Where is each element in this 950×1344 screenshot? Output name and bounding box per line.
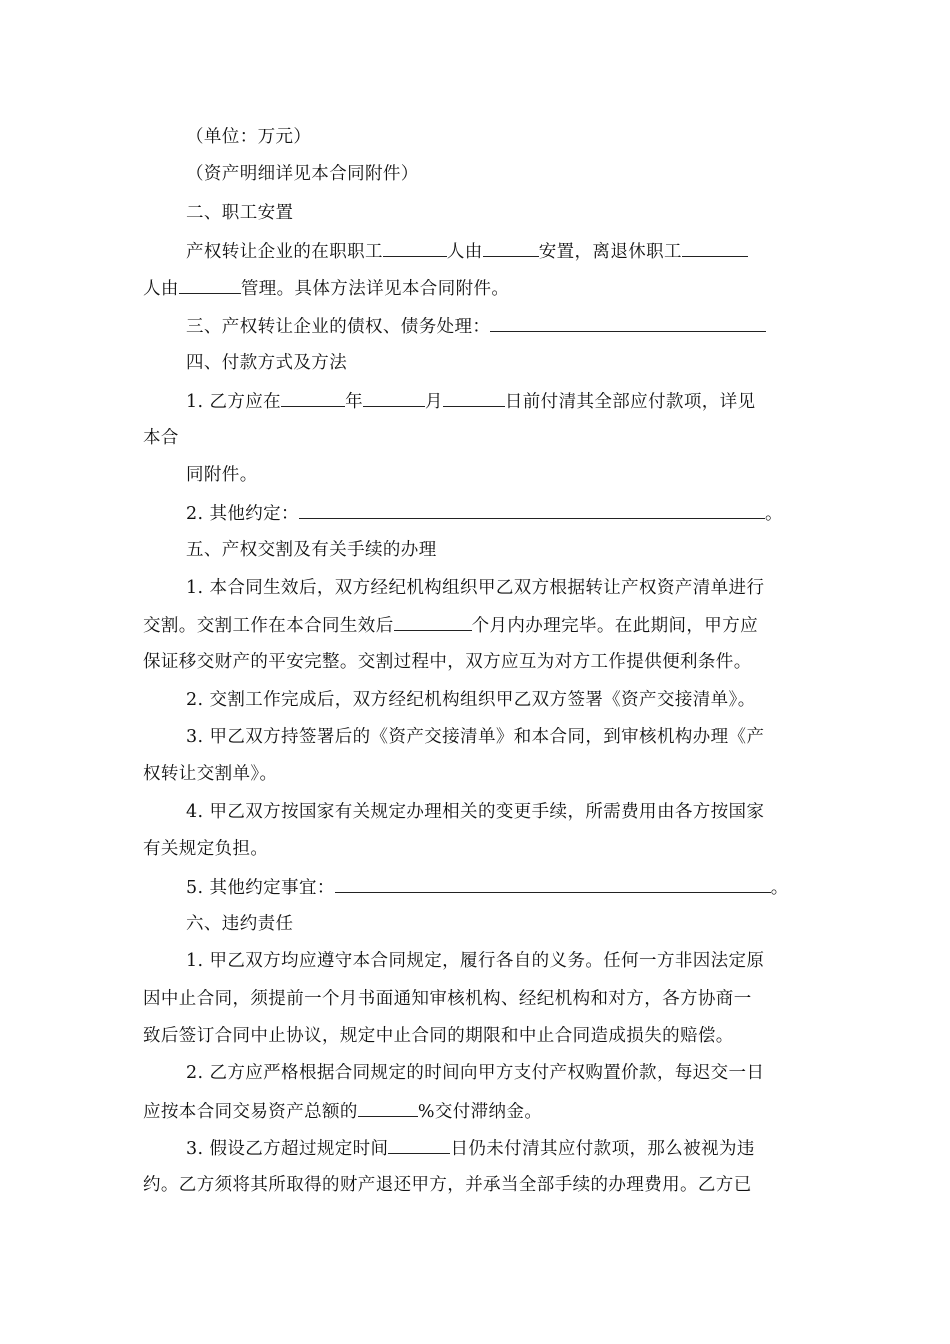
text-segment: 年	[345, 392, 363, 412]
fill-blank	[490, 313, 766, 332]
text-segment: 。	[764, 504, 783, 524]
fill-blank	[682, 238, 748, 257]
text-segment: 。	[770, 878, 789, 898]
section6-item1-line2: 因中止合同，须提前一个月书面通知审核机构、经纪机构和对方，各方协商一	[143, 989, 752, 1009]
section5-item2: 2. 交割工作完成后，双方经纪机构组织甲乙双方签署《资产交接清单》。	[186, 690, 756, 710]
fill-blank	[443, 388, 505, 407]
text-segment: 三、产权转让企业的债权、债务处理：	[186, 317, 491, 337]
text-segment: 3. 假设乙方超过规定时间	[186, 1139, 389, 1159]
fill-blank	[281, 388, 345, 407]
fill-blank	[358, 1098, 418, 1117]
section6-item3-line1	[186, 1135, 755, 1162]
text-segment: 日前付清其全部应付款项，详见	[504, 392, 756, 412]
section2-paragraph-line2	[143, 275, 509, 302]
text-segment: 交割。交割工作在本合同生效后	[143, 616, 394, 636]
section5-item1-line2	[143, 612, 758, 639]
fill-blank	[483, 238, 539, 257]
fill-blank	[363, 388, 425, 407]
text-segment: 管理。具体方法详见本合同附件。	[240, 279, 510, 299]
section6-item1-line1: 1. 甲乙双方均应遵守本合同规定，履行各自的义务。任何一方非因法定原	[186, 951, 765, 971]
fill-blank	[383, 238, 447, 257]
text-segment: 安置，离退休职工	[538, 242, 682, 262]
section4-item1-line2: 本合	[143, 428, 179, 448]
section2-paragraph-line1	[186, 238, 748, 265]
section3-line	[186, 313, 766, 340]
text-segment: 5. 其他约定事宜：	[186, 878, 335, 898]
text-segment: 月	[424, 392, 443, 412]
text-segment: 个月内办理完毕。在此期间，甲方应	[471, 616, 759, 636]
section5-item3-line2: 权转让交割单》。	[143, 764, 278, 784]
fill-blank	[299, 500, 765, 519]
text-segment: %交付滞纳金。	[417, 1102, 543, 1122]
text-segment: 人由	[446, 242, 483, 262]
section5-item4-line2: 有关规定负担。	[143, 839, 269, 859]
fill-blank	[394, 612, 472, 631]
section5-item1-line1: 1. 本合同生效后，双方经纪机构组织甲乙双方根据转让产权资产清单进行	[186, 578, 765, 598]
assets-note: （资产明细详见本合同附件）	[186, 164, 419, 184]
fill-blank	[388, 1135, 450, 1154]
section5-item5	[186, 874, 789, 901]
section2-heading: 二、职工安置	[186, 203, 294, 223]
section5-item3-line1: 3. 甲乙双方持签署后的《资产交接清单》和本合同，到审核机构办理《产	[186, 727, 765, 747]
text-segment: 应按本合同交易资产总额的	[143, 1102, 358, 1122]
section6-item3-line2: 约。乙方须将其所取得的财产退还甲方，并承当全部手续的办理费用。乙方已	[143, 1175, 752, 1195]
fill-blank	[179, 275, 241, 294]
section6-heading: 六、违约责任	[186, 914, 294, 934]
text-segment: 1. 乙方应在	[186, 392, 282, 412]
section4-item2	[186, 500, 783, 527]
text-segment: 人由	[143, 279, 179, 299]
section4-heading: 四、付款方式及方法	[186, 353, 348, 373]
unit-note: （单位：万元）	[186, 127, 312, 147]
section6-item2-line2	[143, 1098, 542, 1125]
section4-item1-line1	[186, 388, 755, 415]
text-segment: 2. 其他约定：	[186, 504, 299, 524]
fill-blank	[335, 874, 771, 893]
text-segment: 产权转让企业的在职职工	[186, 242, 383, 262]
section4-item1-line3: 同附件。	[186, 465, 258, 485]
section5-item1-line3: 保证移交财产的平安完整。交割过程中，双方应互为对方工作提供便利条件。	[143, 652, 752, 672]
section5-item4-line1: 4. 甲乙双方按国家有关规定办理相关的变更手续，所需费用由各方按国家	[186, 802, 765, 822]
section6-item2-line1: 2. 乙方应严格根据合同规定的时间向甲方支付产权购置价款，每迟交一日	[186, 1063, 765, 1083]
section5-heading: 五、产权交割及有关手续的办理	[186, 540, 437, 560]
text-segment: 日仍未付清其应付款项，那么被视为违	[450, 1139, 755, 1159]
section6-item1-line3: 致后签订合同中止协议，规定中止合同的期限和中止合同造成损失的赔偿。	[143, 1026, 734, 1046]
